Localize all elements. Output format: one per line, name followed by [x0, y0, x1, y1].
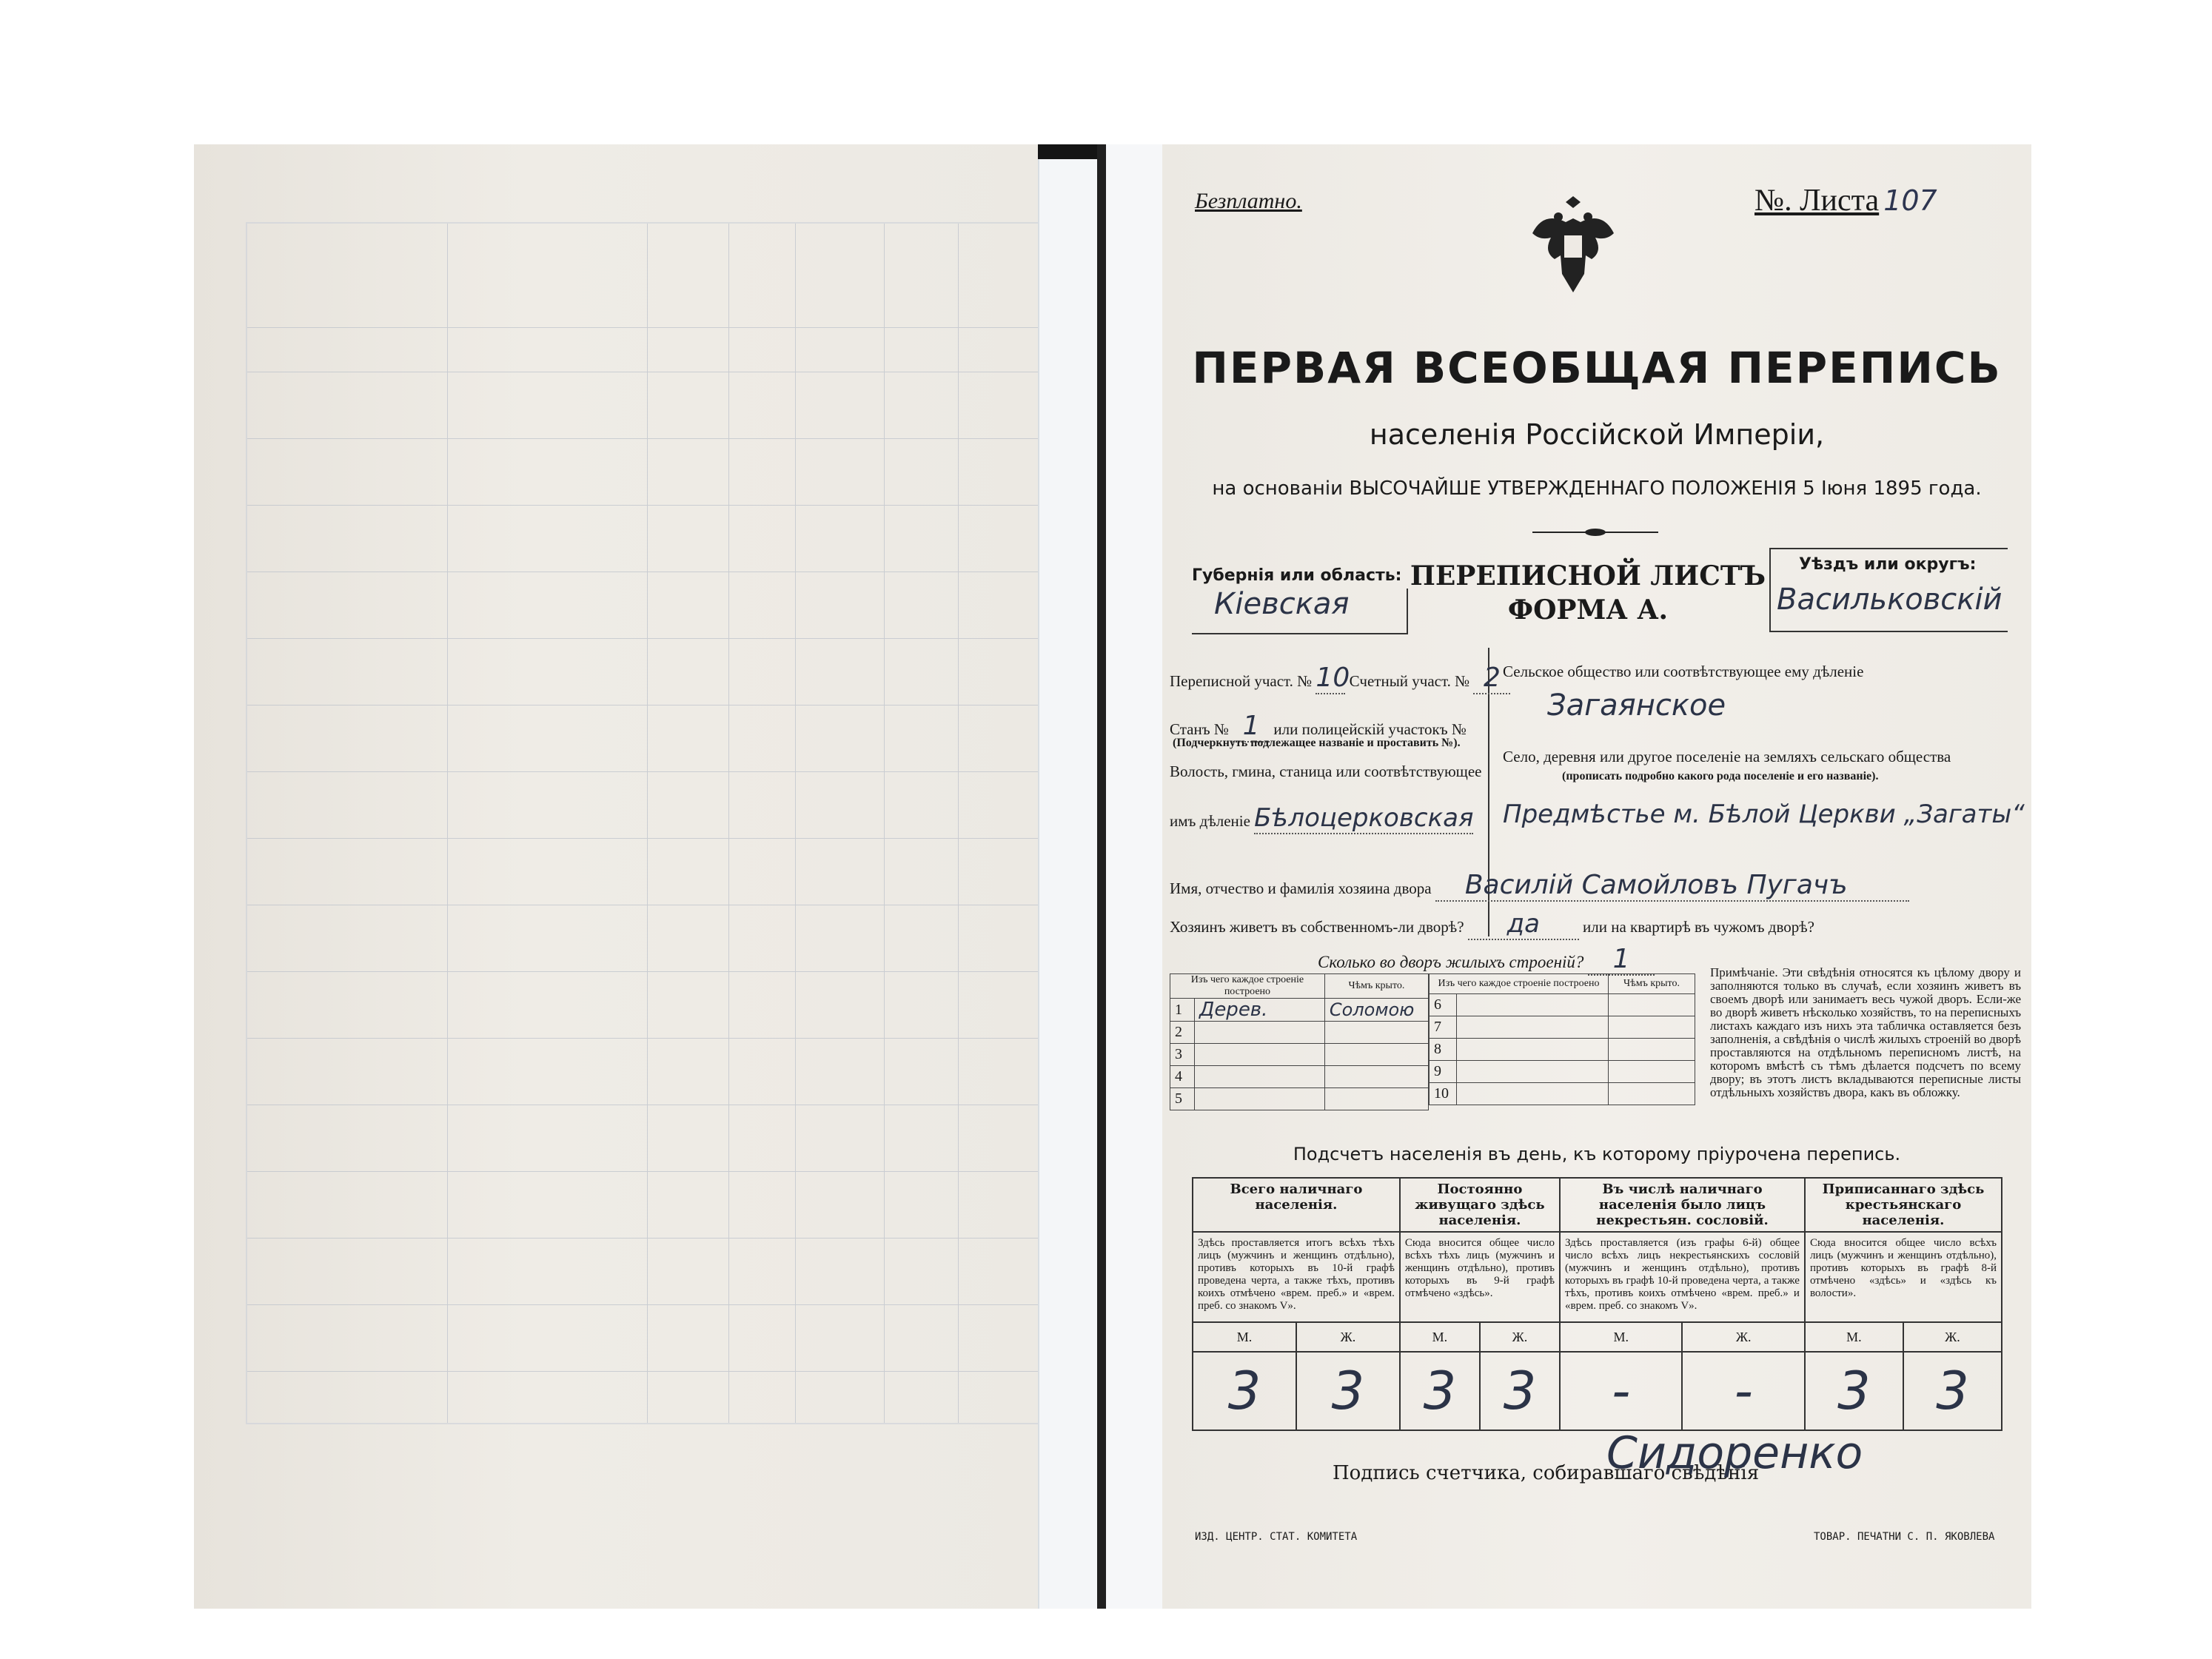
buildings-note: Примѣчаніе. Эти свѣдѣнія относятся къ цѣлому двору и заполняются только въ случаѣ, если хозяинъ живетъ въ своемъ дворѣ или занимаетъ весь чужой дворъ. Если-же во дворѣ живетъ нѣсколько хозяйствъ, то на переписныхъ листахъ каждаго изъ нихъ эта табличка оставляется безъ заполненія, а свѣдѣнія о числѣ жилыхъ строеній во дворѣ проставляются на отдѣльномъ переписномъ листѣ, на которомъ вмѣстѣ съ тѣмъ дѣлается подсчетъ по всему двору; въ этотъ листъ вкладываются переписные листы отдѣльныхъ хозяйствъ двора, какъ въ обложку. [1710, 965, 2021, 1099]
count-value: 3 [1480, 1352, 1560, 1430]
binding-paper-strip-right [1106, 144, 1164, 1609]
own-yard-field [1170, 909, 1814, 940]
population-count-table [1192, 1177, 2002, 1431]
table-row [1170, 1088, 1429, 1110]
row-number: 3 [1170, 1044, 1195, 1066]
buildings-col-roof: Чѣмъ крыто. [1609, 974, 1695, 994]
material-cell [1195, 1066, 1325, 1088]
sex-m: М. [1193, 1322, 1296, 1352]
row-number: 5 [1170, 1088, 1195, 1110]
count-header-nonpeasant: Въ числѣ наличнаго населенія было лицъ некрестьян. сословій. [1560, 1178, 1805, 1232]
uezd-value: Васильковскій [1777, 583, 2002, 617]
count-desc-peasant: Сюда вносится общее число всѣхъ лицъ (мужчинъ и женщинъ отдѣльно), противъ которыхъ въ графѣ 8-й отмѣчено «здѣсь» и «здѣсь къ волости». [1805, 1232, 2002, 1322]
count-title: Подсчетъ населенія въ день, къ которому пріурочена перепись. [1293, 1144, 1901, 1164]
roof-cell [1609, 1061, 1695, 1083]
sheet-number-value: 107 [1883, 184, 1937, 217]
material-cell [1195, 1088, 1325, 1110]
sex-zh: Ж. [1903, 1322, 2002, 1352]
police-label: или полицейскій участокъ № [1273, 720, 1467, 738]
printer-footer: ТОВАР. ПЕЧАТНИ С. П. ЯКОВЛЕВА [1814, 1531, 1995, 1543]
row-number: 1 [1170, 999, 1195, 1022]
table-row [1430, 1016, 1695, 1039]
row-number: 8 [1430, 1039, 1457, 1061]
count-header-peasant: Приписаннаго здѣсь крестьянскаго населенія. [1805, 1178, 2002, 1232]
material-cell [1195, 1022, 1325, 1044]
material-cell [1457, 1039, 1609, 1061]
buildings-table-header [1170, 974, 1429, 999]
count-values-row [1193, 1352, 2002, 1430]
form-title [1407, 559, 1769, 627]
owner-field [1170, 870, 1909, 902]
count-desc-present: Здѣсь проставляется итогъ всѣхъ тѣхъ лицъ (мужчинъ и женщинъ отдѣльно), противъ которыхъ въ 10-й графѣ проведена черта, а также тѣхъ, противъ коихъ отмѣчено «врем. преб.» и «врем. преб. со знакомъ V». [1193, 1232, 1400, 1322]
schet-uch-label: Счетный участ. № [1349, 672, 1470, 690]
binding-paper-strip [1038, 159, 1099, 1609]
stan-value: 1 [1233, 711, 1270, 743]
stan-label: Станъ № [1170, 720, 1229, 738]
roof-cell [1609, 1083, 1695, 1105]
count-header-row [1193, 1178, 2002, 1232]
obshchestvo-value: Загаянское [1547, 688, 1726, 723]
roof-cell [1609, 1016, 1695, 1039]
uezd-label: Уѣздъ или округъ: [1799, 555, 1977, 574]
count-value: 3 [1296, 1352, 1400, 1430]
row-number: 6 [1430, 994, 1457, 1016]
material-cell [1457, 1016, 1609, 1039]
volost-value: Бѣлоцерковская [1254, 803, 1474, 833]
row-number: 2 [1170, 1022, 1195, 1044]
table-row [1430, 994, 1695, 1016]
perepis-uch-value: 10 [1316, 663, 1350, 693]
count-desc-row [1193, 1232, 2002, 1322]
roof-cell [1324, 1044, 1428, 1066]
table-row [1170, 1022, 1429, 1044]
gubernia-label: Губернія или область: [1192, 566, 1402, 585]
owner-label: Имя, отчество и фамилія хозяина двора [1170, 879, 1432, 897]
count-header-resident: Постоянно живущаго здѣсь населенія. [1400, 1178, 1560, 1232]
material-cell [1195, 1044, 1325, 1066]
row-number: 9 [1430, 1061, 1457, 1083]
count-value: - [1682, 1352, 1804, 1430]
obshchestvo-label: Сельское общество или соотвѣтствующее ему дѣленіе [1503, 663, 1864, 680]
table-row [1430, 1061, 1695, 1083]
underline-note: (Подчеркнуть подлежащее названіе и проставить №). [1173, 737, 1461, 749]
census-title: ПЕРВАЯ ВСЕОБЩАЯ ПЕРЕПИСЬ [1192, 343, 2002, 393]
sex-zh: Ж. [1682, 1322, 1804, 1352]
census-subtitle: населенія Россійской Имперіи, [1369, 418, 1825, 451]
count-value: 3 [1193, 1352, 1296, 1430]
own-yard-value: да [1468, 909, 1579, 940]
publisher-footer: ИЗД. ЦЕНТР. СТАТ. КОМИТЕТА [1195, 1531, 1358, 1543]
buildings-field [1318, 944, 1655, 976]
material-cell: Дерев. [1195, 999, 1325, 1022]
material-cell [1457, 994, 1609, 1016]
sex-zh: Ж. [1480, 1322, 1560, 1352]
sheet-number-label: №. Листа [1754, 184, 1880, 218]
roof-cell [1324, 1066, 1428, 1088]
ornament-divider [1532, 528, 1658, 537]
volost-label: Волость, гмина, станица или соотвѣтствующее [1170, 763, 1482, 780]
count-desc-nonpeasant: Здѣсь проставляется (изъ графы 6-й) общее число всѣхъ лицъ некрестьянскихъ сословій (мужчинъ и женщинъ отдѣльно), противъ которыхъ въ графѣ 10-й проведена черта, а также тѣхъ, противъ коихъ отмѣчено «врем. преб.» и «врем. преб. со знакомъ V». [1560, 1232, 1805, 1322]
row-number: 4 [1170, 1066, 1195, 1088]
count-value: 3 [1805, 1352, 1903, 1430]
volost-field [1170, 803, 1473, 834]
material-cell [1457, 1061, 1609, 1083]
signature-value: Сидоренко [1606, 1427, 1863, 1479]
free-label: Безплатно. [1195, 189, 1302, 213]
table-row [1170, 1066, 1429, 1088]
form-title-line1: ПЕРЕПИСНОЙ ЛИСТЪ [1410, 560, 1766, 591]
sex-m: М. [1560, 1322, 1682, 1352]
imperial-eagle-emblem [1518, 189, 1629, 300]
roof-cell [1609, 1039, 1695, 1061]
binding-gap [1097, 144, 1106, 1609]
selo-label: Село, деревня или другое поселеніе на земляхъ сельскаго общества [1503, 748, 1951, 765]
faded-table-grid [246, 222, 1041, 1424]
row-number: 10 [1430, 1083, 1457, 1105]
row-number: 7 [1430, 1016, 1457, 1039]
count-header-present: Всего наличнаго населенія. [1193, 1178, 1400, 1232]
buildings-table-header [1430, 974, 1695, 994]
buildings-col-material: Изъ чего каждое строеніе построено [1170, 974, 1325, 999]
material-cell [1457, 1083, 1609, 1105]
signature-label: Подпись счетчика, собиравшаго свѣдѣнія [1333, 1462, 1760, 1484]
count-value: 3 [1903, 1352, 2002, 1430]
perepis-uch-field [1170, 663, 1510, 694]
volost-label-2: имъ дѣленіе [1170, 812, 1250, 830]
census-decree-line: на основаніи ВЫСОЧАЙШЕ УТВЕРЖДЕННАГО ПОЛОЖЕНІЯ 5 Іюня 1895 года. [1212, 477, 1982, 500]
buildings-table-left [1170, 973, 1429, 1110]
table-row [1170, 999, 1429, 1022]
table-row [1430, 1083, 1695, 1105]
census-form-page [1162, 144, 2031, 1609]
schet-uch-value: 2 [1473, 663, 1510, 694]
sex-m: М. [1805, 1322, 1903, 1352]
roof-cell [1324, 1022, 1428, 1044]
sex-zh: Ж. [1296, 1322, 1400, 1352]
buildings-col-roof: Чѣмъ крыто. [1324, 974, 1428, 999]
sex-m: М. [1400, 1322, 1480, 1352]
own-yard-label: Хозяинъ живетъ въ собственномъ-ли дворѣ? [1170, 918, 1464, 936]
table-row [1170, 1044, 1429, 1066]
gubernia-value: Кіевская [1214, 587, 1350, 621]
sheet-number [1754, 183, 1937, 218]
selo-value: Предмѣстье м. Бѣлой Церкви „Загаты“ [1503, 800, 2025, 829]
count-sex-row [1193, 1322, 2002, 1352]
rent-label: или на квартирѣ въ чужомъ дворѣ? [1583, 918, 1814, 936]
buildings-value: 1 [1588, 944, 1655, 976]
roof-cell [1324, 1088, 1428, 1110]
owner-value: Василій Самойловъ Пугачъ [1435, 870, 1909, 902]
roof-cell [1609, 994, 1695, 1016]
count-value: - [1560, 1352, 1682, 1430]
buildings-label: Сколько во дворъ жилыхъ строеній? [1318, 953, 1584, 971]
roof-cell: Соломою [1324, 999, 1428, 1022]
count-value: 3 [1400, 1352, 1480, 1430]
buildings-col-material: Изъ чего каждое строеніе построено [1430, 974, 1609, 994]
count-desc-resident: Сюда вносится общее число всѣхъ тѣхъ лицъ (мужчинъ и женщинъ отдѣльно), противъ которыхъ въ 9-й графѣ отмѣчено «здѣсь». [1400, 1232, 1560, 1322]
form-title-line2: ФОРМА А. [1507, 594, 1669, 626]
table-row [1430, 1039, 1695, 1061]
buildings-table-right [1429, 973, 1695, 1105]
left-page-blank [194, 144, 1038, 1609]
selo-note: (прописать подробно какого рода поселеніе и его названіе). [1562, 770, 1879, 782]
perepis-uch-label: Переписной участ. № [1170, 672, 1313, 690]
